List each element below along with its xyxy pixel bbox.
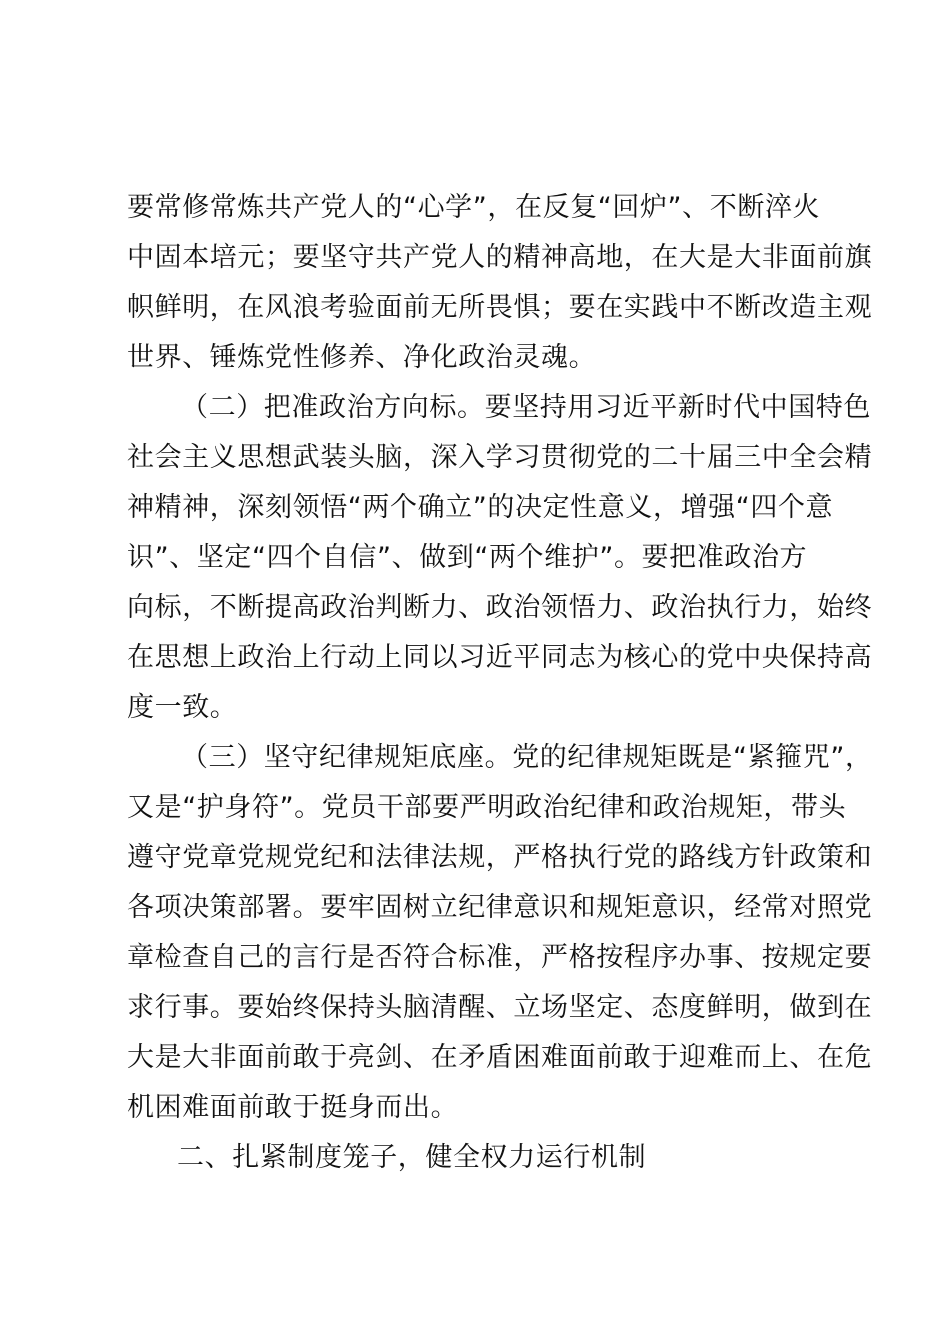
text-line: 又是“护身符”。党员干部要严明政治纪律和政治规矩，带头 xyxy=(127,792,847,823)
text-line: 神精神，深刻领悟“两个确立”的决定性意义，增强“四个意 xyxy=(127,492,834,523)
text-line: 要常修常炼共产党人的“心学”，在反复“回炉”、不断淬火 xyxy=(127,192,821,223)
text-line: 向标，不断提高政治判断力、政治领悟力、政治执行力，始终 xyxy=(127,592,873,623)
text-line: 识”、坚定“四个自信”、做到“两个维护”。要把准政治方 xyxy=(127,542,808,573)
text-line: 帜鲜明，在风浪考验面前无所畏惧；要在实践中不断改造主观 xyxy=(127,292,873,323)
paragraph-start-line: （三）坚守纪律规矩底座。党的纪律规矩既是“紧箍咒”， xyxy=(181,742,873,773)
text-line: 中固本培元；要坚守共产党人的精神高地，在大是大非面前旗 xyxy=(127,242,873,273)
document-body xyxy=(127,183,873,1183)
text-line: 世界、锤炼党性修养、净化政治灵魂。 xyxy=(127,342,597,373)
text-line: 各项决策部署。要牢固树立纪律意识和规矩意识，经常对照党 xyxy=(127,892,873,923)
text-line: 求行事。要始终保持头脑清醒、立场坚定、态度鲜明，做到在 xyxy=(127,992,873,1023)
text-line: 在思想上政治上行动上同以习近平同志为核心的党中央保持高 xyxy=(127,642,873,673)
paragraph-start-line: （二）把准政治方向标。要坚持用习近平新时代中国特色 xyxy=(181,392,871,423)
text-line: 大是大非面前敢于亮剑、在矛盾困难面前敢于迎难而上、在危 xyxy=(127,1042,873,1073)
text-line: 机困难面前敢于挺身而出。 xyxy=(127,1092,459,1123)
text-line: 度一致。 xyxy=(127,692,238,723)
section-heading: 二、扎紧制度笼子，健全权力运行机制 xyxy=(177,1142,647,1173)
text-line: 社会主义思想武装头脑，深入学习贯彻党的二十届三中全会精 xyxy=(127,442,873,473)
text-line: 遵守党章党规党纪和法律法规，严格执行党的路线方针政策和 xyxy=(127,842,873,873)
text-line: 章检查自己的言行是否符合标准，严格按程序办事、按规定要 xyxy=(127,942,873,973)
